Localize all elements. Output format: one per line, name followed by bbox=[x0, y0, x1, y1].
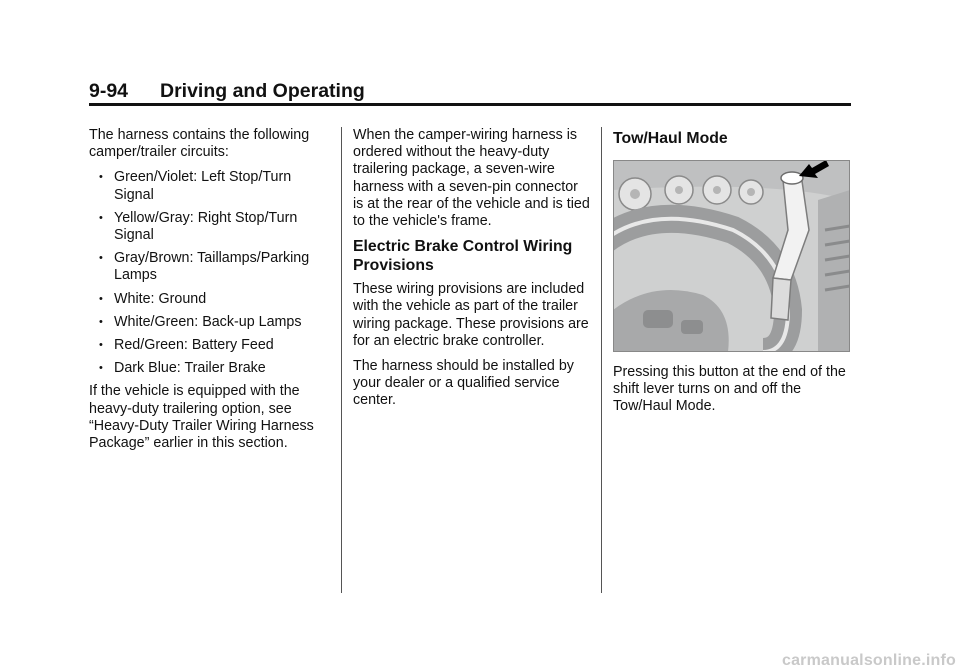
provisions-paragraph: These wiring provisions are included with the vehicle as part of the trailer wiring package. These provisions are for an electric brake controller. bbox=[353, 281, 589, 349]
bullet-icon: • bbox=[99, 171, 103, 184]
shift-lever-illustration bbox=[613, 160, 850, 352]
column-1 bbox=[89, 127, 329, 460]
installation-paragraph: The harness should be installed by your dealer or a qualified service center. bbox=[353, 358, 574, 409]
bullet-icon: • bbox=[99, 211, 103, 224]
list-item: • Yellow/Gray: Right Stop/Turn Signal bbox=[99, 209, 298, 244]
bullet-icon: • bbox=[99, 315, 103, 328]
bullet-icon: • bbox=[99, 252, 103, 265]
list-item: • Gray/Brown: Taillamps/Parking Lamps bbox=[99, 250, 310, 284]
bullet-icon: • bbox=[99, 362, 103, 375]
list-item: • White/Green: Back-up Lamps bbox=[99, 313, 302, 330]
outro-paragraph: If the vehicle is equipped with the heavy-duty trailering option, see “Heavy-Duty Trailer Wiring Harness Package” earlier in this section. bbox=[89, 383, 314, 452]
intro-paragraph: The harness contains the following camper/trailer circuits: bbox=[89, 127, 310, 161]
list-item: • Green/Violet: Left Stop/Turn Signal bbox=[99, 169, 292, 203]
column-2 bbox=[353, 127, 591, 418]
list-item: • White: Ground bbox=[99, 290, 207, 307]
page-number: 9-94 bbox=[89, 80, 129, 102]
watermark: carmanualsonline.info bbox=[781, 652, 956, 669]
section-title: Driving and Operating bbox=[160, 80, 365, 102]
circuit-list bbox=[89, 169, 329, 377]
column-divider-1 bbox=[341, 127, 342, 593]
list-item: • Dark Blue: Trailer Brake bbox=[99, 360, 266, 377]
column-divider-2 bbox=[601, 127, 602, 593]
header-rule bbox=[89, 103, 851, 106]
bullet-icon: • bbox=[99, 292, 103, 305]
tow-haul-heading: Tow/Haul Mode bbox=[613, 130, 728, 147]
harness-paragraph: When the camper-wiring harness is ordered without the heavy-duty trailering package, a seven-wire harness with a seven-pin connector is at the rear of the vehicle and is tied to the vehicle's frame. bbox=[353, 127, 590, 230]
tow-haul-paragraph: Pressing this button at the end of the shift lever turns on and off the Tow/Haul Mode. bbox=[613, 363, 846, 414]
brake-wiring-heading: Electric Brake Control Wiring Provisions bbox=[353, 238, 573, 274]
list-item: • Red/Green: Battery Feed bbox=[99, 337, 274, 354]
column-3 bbox=[613, 127, 853, 423]
page-header bbox=[89, 80, 365, 103]
bullet-icon: • bbox=[99, 339, 103, 352]
